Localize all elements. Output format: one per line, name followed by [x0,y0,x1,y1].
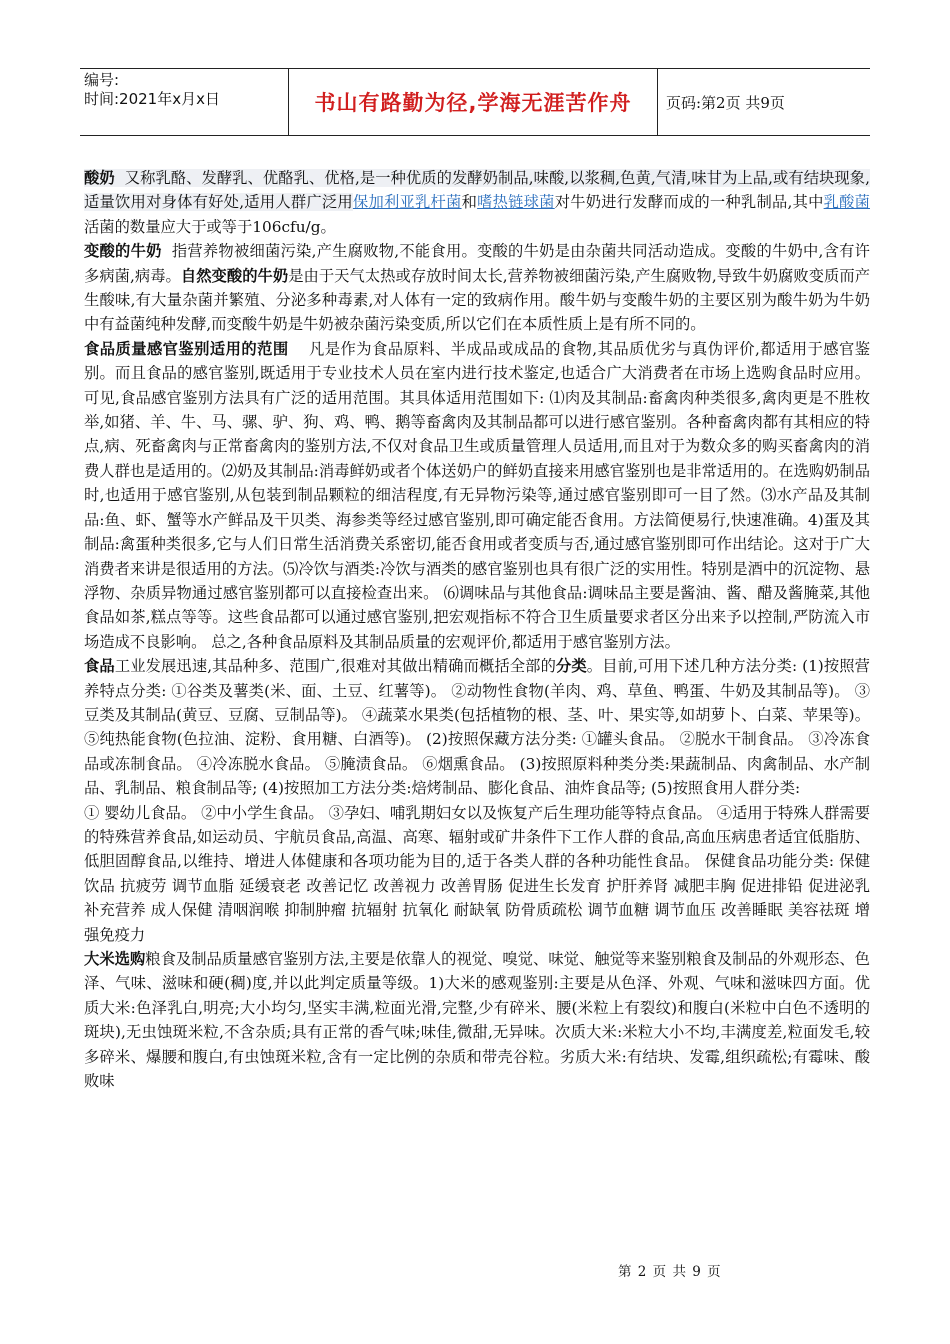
yogurt-text-2: 和 [461,193,478,212]
header-page-info: 页码:第2页 共9页 [666,93,785,112]
sensory-text: 凡是作为食品原料、半成品或成品的食物,其品质优劣与真伪评价,都适用于感官鉴别。而且食品的感官鉴别,既适用于专业技术人员在室内进行技术鉴定,也适合广大消费者在市场上选购食品时应用。可见,食品感官鉴别方法具有广泛的适用范围。其具体适用范围如下: ⑴肉及其制品:畜禽肉种类很多,禽肉更是不胜枚举,如猪、羊、牛、马、骡、驴、狗、鸡、鸭、鹅等畜禽肉及其制品都可以进行感官鉴别。各种畜禽肉都有其相应的特点,病、死畜禽肉与正常畜禽肉的鉴别方法,不仅对食品卫生或质量管理人员适用,而且对于为数众多的购买畜禽肉的消费人群也是适用的。⑵奶及其制品:消毒鲜奶或者个体送奶户的鲜奶直接来用感官鉴别也是非常适用的。在选购奶制品时,也适用于感官鉴别,从包装到制品颗粒的细洁程度,有无异物污染等,通过感官鉴别即可一目了然。⑶水产品及其制品:鱼、虾、蟹等水产鲜品及干贝类、海参类等经过感官鉴别,即可确定能否食用。方法简便易行,快速准确。4)蛋及其制品:禽蛋种类很多,它与人们日常生活消费关系密切,能否食用或者变质与否,通过感官鉴别即可作出结论。这对于广大消费者来讲是很适用的方法。⑸冷饮与酒类:冷饮与酒类的感官鉴别也具有很广泛的实用性。特别是酒中的沉淀物、悬浮物、杂质异物通过感官鉴别都可以直接检查出来。 ⑹调味品与其他食品:调味品主要是酱油、酱、醋及酱腌菜,其他食品如茶,糕点等等。这些食品都可以通过感官鉴别,把宏观指标不符合卫生质量要求者区分出来予以控制,严防流入市场造成不良影响。 总之,各种食品原料及其制品质量的宏观评价,都适用于感官鉴别方法。 [84,339,870,651]
paragraph-rice [84,947,870,1093]
header-motto: 书山有路勤为径,学海无涯苦作舟 [289,69,658,135]
classification-text-1: 工业发展迅速,其品种多、范围广,很难对其做出精确而概括全部的 [114,657,556,676]
paragraph-sensory [84,337,870,654]
document-number-label: 编号: [84,71,120,89]
yogurt-text-3: 对牛奶进行发酵而成的一种乳制品,其中 [554,193,824,212]
term-yogurt: 酸奶 [84,169,115,187]
paragraph-classification [84,654,870,800]
term-rice: 大米选购 [84,950,146,968]
link-streptococcus-thermophilus[interactable]: 嗜热链球菌 [477,193,555,212]
spoiled-milk-text-1: 指营养物被细菌污染,产生腐败物,不能食用。变酸的牛奶是由杂菌共同活动造成。变酸的牛奶中,含有许多病菌,病毒。 [84,242,870,285]
term-spoiled-milk: 变酸的牛奶 [84,242,162,261]
link-lactobacillus-bulgaricus[interactable]: 保加利亚乳杆菌 [352,193,462,212]
spoiled-milk-text-2: 是由于天气太热或存放时间太长,营养物被细菌污染,产生腐败物,导致牛奶腐败变质而产生酸味,有大量杂菌并繁殖、分泌多种毒素,对人体有一定的致病作用。酸牛奶与变酸牛奶的主要区别为酸牛奶为牛奶中有益菌纯种发酵,而变酸牛奶是牛奶被杂菌污染变质,所以它们在本质性质上是有所不同的。 [84,266,870,334]
spoiled-milk-bold: 自然变酸的牛奶 [180,266,289,285]
page-header [80,68,870,136]
paragraph-spoiled-milk [84,239,870,337]
classification-bold: 分类 [555,657,587,676]
header-meta [80,69,289,135]
document-body [84,166,870,1093]
paragraph-yogurt [84,166,870,239]
yogurt-text-1: 又称乳酪、发酵乳、优酪乳、优格,是一种优质的发酵奶制品,味酸,以浆稠,色黄,气清,味甘为上品,或有结块现象,适量饮用对身体有好处,适用人群广泛用 [84,169,870,212]
page-footer: 第 2 页 共 9 页 [618,1264,722,1280]
classification-text-2: 。目前,可用下述几种方法分类: (1)按照营养特点分类: ①谷类及薯类(米、面、土豆、红薯等)。 ②动物性食物(羊肉、鸡、草鱼、鸭蛋、牛奶及其制品等)。 ③豆类及其制品(黄豆、豆腐、豆制品等)。 ④蔬菜水果类(包括植物的根、茎、叶、果实等,如胡萝卜、白菜、苹果等)。 ⑤纯热能食物(色拉油、淀粉、食用糖、白酒等)。 (2)按照保藏方法分类: ①罐头食品。 ②脱水干制食品。 ③冷冻食品或冻制食品。 ④冷冻脱水食品。 ⑤腌渍食品。 ⑥烟熏食品。 (3)按照原料种类分类:果蔬制品、肉禽制品、水产制品、乳制品、粮食制品等; (4)按照加工方法分类:焙烤制品、膨化食品、油炸食品等; (5)按照食用人群分类: [84,657,870,798]
term-sensory-scope: 食品质量感官鉴别适用的范围 [84,339,289,358]
link-lactic-acid-bacteria[interactable]: 乳酸菌 [823,193,870,212]
yogurt-text-4: 活菌的数量应大于或等于106cfu/g。 [84,217,336,236]
term-food: 食品 [84,657,115,676]
paragraph-classification-cont: ① 婴幼儿食品。 ②中小学生食品。 ③孕妇、哺乳期妇女以及恢复产后生理功能等特点食品。 ④适用于特殊人群需要的特殊营养食品,如运动员、宇航员食品,高温、高寒、辐射或矿井条件下工作人群的食品,高血压病患者适宜低脂肪、低胆固醇食品,以维持、增进人体健康和各项功能为目的,适于各类人群的各种功能性食品。 保健食品功能分类: 保健饮品 抗疲劳 调节血脂 延缓衰老 改善记忆 改善视力 改善胃肠 促进生长发育 护肝养肾 减肥丰胸 促进排铅 促进泌乳 补充营养 成人保健 清咽润喉 抑制肿瘤 抗辐射 抗氧化 耐缺氧 防骨质疏松 调节血糖 调节血压 改善睡眠 美容祛斑 增强免疫力 [84,803,870,944]
rice-text: 粮食及制品质量感官鉴别方法,主要是依靠人的视觉、嗅觉、味觉、触觉等来鉴别粮食及制品的外观形态、色泽、气味、滋味和硬(稠)度,并以此判定质量等级。1)大米的感观鉴别:主要是从色泽、外观、气味和滋味四方面。优质大米:色泽乳白,明亮;大小均匀,坚实丰满,粒面光滑,完整,少有碎米、腰(米粒上有裂纹)和腹白(米粒中白色不透明的斑块),无虫蚀斑米粒,不含杂质;具有正常的香气味;味佳,微甜,无异味。次质大米:米粒大小不均,丰满度差,粒面发毛,较多碎米、爆腰和腹白,有虫蚀斑米粒,含有一定比例的杂质和带壳谷粒。劣质大米:有结块、发霉,组织疏松;有霉味、酸败味 [84,950,870,1091]
document-time-label: 时间:2021年x月x日 [84,90,220,108]
